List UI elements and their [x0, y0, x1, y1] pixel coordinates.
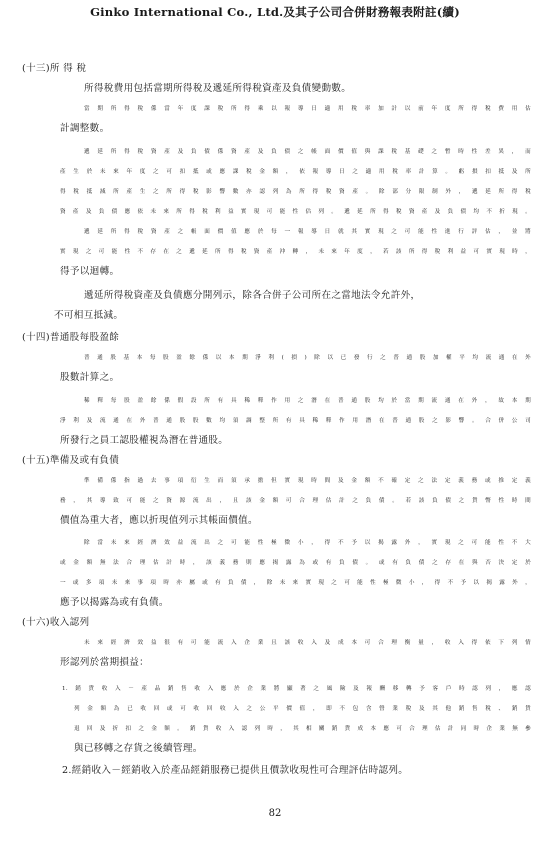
paragraph-line: 或金額無法合理估計時，該義務則應揭露為或有負債。或有負債之存在與否決定於: [60, 560, 531, 566]
list-item: 1.銷貨收入－產品銷售收入應於企業將顯著之風險及報酬移轉予客戶時認列，應認: [62, 686, 531, 692]
paragraph-line: 得予以迴轉。: [60, 266, 120, 277]
list-item-continuation: 與已移轉之存貨之後續管理。: [74, 743, 203, 754]
paragraph-line: 遞延所得稅資產及負債應分開列示，除各合併子公司所在之當地法令允許外，: [84, 290, 421, 301]
paragraph-line: 當期所得稅係當年度課稅所得乘以報導日適用稅率加計以前年度所得稅費用估: [84, 106, 531, 112]
section-heading: (十六)收入認列: [22, 617, 90, 628]
paragraph-line: 除當未來經濟效益流出之可能性極微小，得不予以揭露外，實現之可能性不大: [84, 540, 531, 546]
paragraph-line: 準備係指過去事項衍生而須承擔但實現時間及金額不確定之法定義務或推定義: [84, 478, 531, 484]
paragraph-line: 不可相互抵減。: [54, 310, 124, 321]
paragraph-line: 得稅抵減所產生之所得稅影響數亦認列為所得稅資產。除部分限制外，遞延所得稅: [60, 189, 531, 195]
paragraph-line: 遞延所得稅資產及負債係資產及負債之帳面價值與課稅基礎之暫時性差異，而: [84, 149, 531, 155]
section-heading: (十五)準備及或有負債: [22, 455, 120, 466]
section-heading: (十三)所 得 稅: [22, 63, 87, 74]
paragraph-line: 所得稅費用包括當期所得稅及遞延所得稅資產及負債變動數。: [84, 83, 352, 94]
paragraph-line: 形認列於當期損益：: [60, 657, 150, 668]
paragraph-line: 遞延所得稅資產之帳面價值應於每一報導日就其實現之可能性進行評估，並將: [84, 229, 531, 235]
section-heading: (十四)普通股每股盈餘: [22, 332, 120, 343]
list-item-continuation: 退回及折扣之金額。銷貨收入認列時，其相關銷貨成本應可合理估計同時企業無參: [74, 726, 531, 732]
paragraph-line: 股數計算之。: [60, 372, 120, 383]
paragraph-line: 實現之可能性不存在之遞延所得稅資產沖轉，未來年度，若該所得稅利益可實現時，: [60, 249, 531, 255]
paragraph-line: 稀釋每股盈餘係假設所有具稀釋作用之潛在普通股均於當期流通在外，故本期: [84, 398, 531, 404]
page-number: 82: [268, 808, 282, 819]
list-item-continuation: 列金額為已收回或可收回收入之公平價值，即不包含營業稅及其他銷售稅、銷貨: [74, 706, 531, 712]
paragraph-line: 未來經濟效益很有可能流入企業且該收入及成本可合理衡量，收入得依下列情: [84, 640, 531, 646]
paragraph-line: 普通股基本每股盈餘係以本期淨利(損)除以已發行之普通股加權平均流通在外: [84, 355, 531, 361]
paragraph-line: 一或多項未來事項時亦屬或有負債，除未來實現之可能性極微小，得不予以揭露外，: [60, 580, 531, 586]
paragraph-line: 務，其導致可能之資源流出，且該金額可合理估計之負債。若該負債之貨幣性時間: [60, 498, 531, 504]
paragraph-line: 所發行之員工認股權視為潛在普通股。: [60, 435, 229, 446]
paragraph-line: 產生於未來年度之可扣抵或應課稅金額，依報導日之適用稅率計算。虧損扣抵及所: [60, 169, 531, 175]
paragraph-line: 應予以揭露為或有負債。: [60, 597, 169, 608]
paragraph-line: 計調整數。: [60, 123, 110, 134]
paragraph-line: 淨利及流通在外普通股股數均須調整所有具稀釋作用潛在普通股之影響。合併公司: [60, 418, 531, 424]
paragraph-line: 資產及負債應依未來所得稅利益實現可能性估列。遞延所得稅資產及負債均不折現。: [60, 209, 531, 215]
page-header: Ginko International Co., Ltd.及其子公司合併財務報表附註(續): [90, 5, 460, 19]
paragraph-line: 價值為重大者，應以折現值列示其帳面價值。: [60, 515, 258, 526]
list-item: 2.經銷收入－經銷收入於產品經銷服務已提供且價款收現性可合理評估時認列。: [62, 765, 409, 776]
